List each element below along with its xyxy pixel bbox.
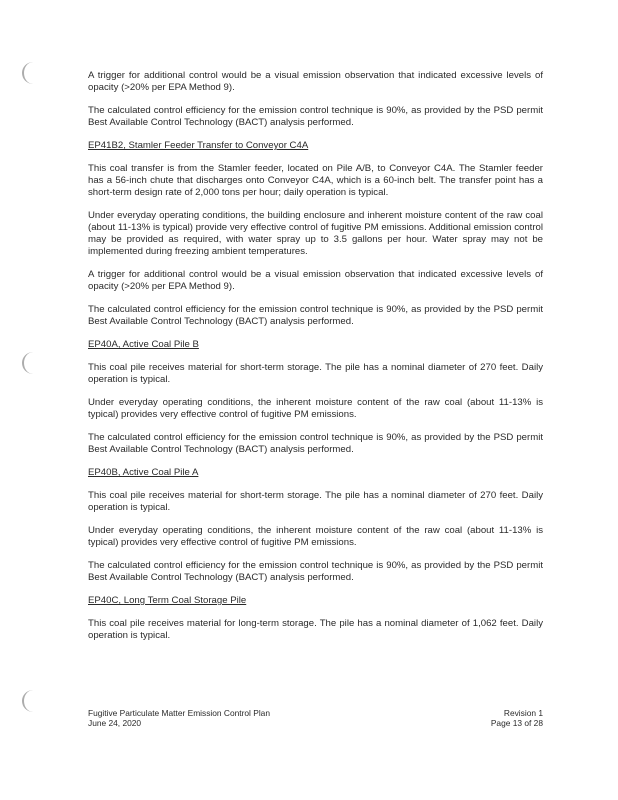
body-paragraph: This coal pile receives material for long-term storage. The pile has a nominal diameter of 1,062 feet. Daily operation is typical. <box>88 618 543 641</box>
document-body <box>88 70 543 653</box>
body-paragraph: The calculated control efficiency for the emission control technique is 90%, as provided by the PSD permit Best Available Control Technology (BACT) analysis performed. <box>88 304 543 327</box>
body-paragraph: Under everyday operating conditions, the inherent moisture content of the raw coal (about 11-13% is typical) provides very effective control of fugitive PM emissions. <box>88 397 543 420</box>
body-paragraph: Under everyday operating conditions, the building enclosure and inherent moisture content of the raw coal (about 11-13% is typical) provide very effective control of fugitive PM emissions. Additional emission control may be provided as required, with water spray up to 3.5 gallons per hour. Water spray may not be implemented during freezing ambient temperatures. <box>88 210 543 257</box>
binder-hole-mark <box>22 690 38 712</box>
body-paragraph: The calculated control efficiency for the emission control technique is 90%, as provided by the PSD permit Best Available Control Technology (BACT) analysis performed. <box>88 105 543 128</box>
section-heading: EP40B, Active Coal Pile A <box>88 467 199 478</box>
section-heading: EP40A, Active Coal Pile B <box>88 339 199 350</box>
body-paragraph: This coal pile receives material for short-term storage. The pile has a nominal diameter of 270 feet. Daily operation is typical. <box>88 490 543 513</box>
body-paragraph: This coal transfer is from the Stamler feeder, located on Pile A/B, to Conveyor C4A. The Stamler feeder has a 56-inch chute that discharges onto Conveyor C4A, which is a 60-inch belt. The transfer point has a short-term design rate of 2,000 tons per hour; daily operation is typical. <box>88 163 543 198</box>
body-paragraph: The calculated control efficiency for the emission control technique is 90%, as provided by the PSD permit Best Available Control Technology (BACT) analysis performed. <box>88 432 543 455</box>
section-heading: EP40C, Long Term Coal Storage Pile <box>88 595 247 606</box>
body-paragraph: A trigger for additional control would be a visual emission observation that indicated excessive levels of opacity (>20% per EPA Method 9). <box>88 70 543 93</box>
body-paragraph: Under everyday operating conditions, the inherent moisture content of the raw coal (about 11-13% is typical) provides very effective control of fugitive PM emissions. <box>88 525 543 548</box>
body-paragraph: The calculated control efficiency for the emission control technique is 90%, as provided by the PSD permit Best Available Control Technology (BACT) analysis performed. <box>88 560 543 583</box>
footer-page-number: Page 13 of 28 <box>490 718 543 728</box>
footer-date: June 24, 2020 <box>88 718 142 728</box>
footer-doc-title: Fugitive Particulate Matter Emission Control Plan <box>88 708 270 718</box>
footer-revision: Revision 1 <box>503 708 543 718</box>
section-heading: EP41B2, Stamler Feeder Transfer to Conveyor C4A <box>88 140 309 151</box>
body-paragraph: A trigger for additional control would be a visual emission observation that indicated excessive levels of opacity (>20% per EPA Method 9). <box>88 269 543 292</box>
binder-hole-mark <box>22 352 38 374</box>
body-paragraph: This coal pile receives material for short-term storage. The pile has a nominal diameter of 270 feet. Daily operation is typical. <box>88 362 543 385</box>
binder-hole-mark <box>22 62 38 84</box>
